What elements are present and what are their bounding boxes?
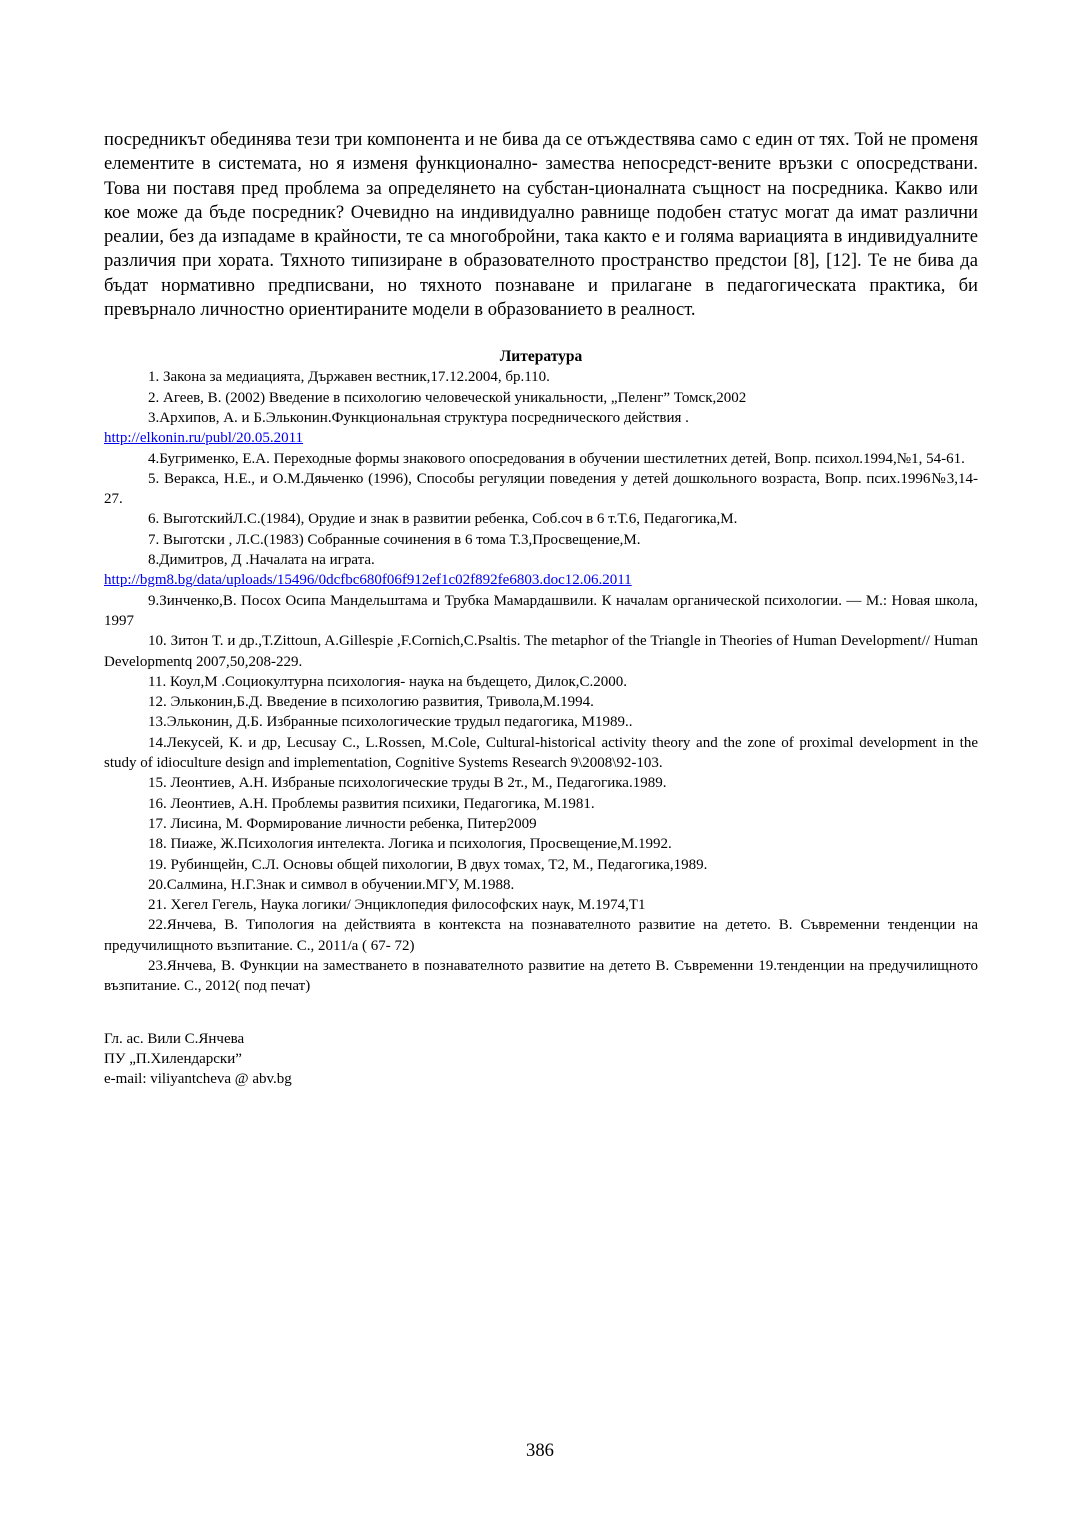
reference-item: 3.Архипов, А. и Б.Эльконин.Функциональная структура посреднического действия . [148,409,689,426]
reference-item: 1. Закона за медиацията, Държавен вестник,17.12.2004, бр.110. [148,369,550,386]
reference-item: 19. Рубинщейн, С.Л. Основы общей пихологии, В двух томах, Т2, М., Педагогика,1989. [148,856,708,873]
author-affiliation: ПУ „П.Хилендарски” [104,1050,242,1067]
reference-item: 7. Выготски , Л.С.(1983) Собранные сочинения в 6 тома Т.3,Просвещение,М. [148,531,641,548]
body-paragraph: посредникът обединява тези три компонента и не бива да се отъждествява само с един от тях. Той не променя елементите в системата, но я изменя функционално- замества непосредст-вените връзки с опосредствани. Това ни поставя пред проблема за определянето на субстан-ционалната същност на посредника. Какво или кое може да бъде посредник? Очевидно на индивидуално равнище подобен статус могат да имат различни реалии, без да изпадаме в крайности, те са многобройни, така както е и голяма вариацията в индивидуалните различия при хората. Тяхното типизиране в образователното пространство предстои [8], [12]. Те не бива да бъдат нормативно предписвани, но тяхното познаване и прилагане в педагогическата практика, би превърнало личностно ориентираните модели в образованието в реалност. [104,129,978,321]
reference-item: 2. Агеев, В. (2002) Введение в психологию человеческой уникальности, „Пеленг” Томск,2002 [148,389,747,406]
reference-item: 6. ВыготскийЛ.С.(1984), Орудие и знак в развитии ребенка, Соб.соч в 6 т.Т.6, Педагогика,М. [148,511,738,528]
reference-item: 18. Пиаже, Ж.Психология интелекта. Логика и психология, Просвещение,М.1992. [148,836,672,853]
reference-item: 15. Леонтиев, А.Н. Избраные психологические труды В 2т., М., Педагогика.1989. [148,775,667,792]
page-number: 386 [526,1440,554,1461]
reference-link[interactable]: http://elkonin.ru/publ/20.05.2011 [104,430,304,447]
reference-item: 5. Веракса, Н.Е., и О.М.Дяьченко (1996), Способы регуляции поведения у детей дошкольного возраста, Вопр. псих.1996№3,14-27. [104,470,978,508]
author-block [104,1029,978,1090]
reference-item: 8.Димитров, Д .Началата на играта. [148,552,375,569]
reference-item: 17. Лисина, М. Формирование личности ребенка, Питер2009 [148,815,537,832]
reference-item: 23.Янчева, В. Функции на заместването в познавателното развитие на детето В. Съвременни 19.тенденции на предучилищното възпитание. С., 2012( под печат) [104,957,978,995]
reference-item: 11. Коул,М .Социокултурна психология- наука на бъдещето, Дилок,С.2000. [148,673,628,690]
reference-item: 4.Бугрименко, Е.А. Переходные формы знакового опосредования в обучении шестилетних детей, Вопр. психол.1994,№1, 54-61. [148,450,965,467]
reference-item: 20.Салмина, Н.Г.Знак и символ в обучении.МГУ, М.1988. [148,876,515,893]
page-content [104,128,978,1089]
reference-item: 22.Янчева, В. Типология на действията в контекста на познавателното развитие на детето. В. Съвременни тенденции на предучилищното възпитание. С., 2011/а ( 67- 72) [104,917,978,954]
reference-item: 9.Зинченко,В. Посох Осипа Мандельштама и Трубка Мамардашвили. К началам органической психологии. — М.: Новая школа, 1997 [104,592,978,629]
author-name: Гл. ас. Вили С.Янчева [104,1030,245,1047]
reference-item: 12. Эльконин,Б.Д. Введение в психологию развития, Тривола,М.1994. [148,694,594,711]
reference-item: 10. Зитон Т. и др.,Т.Zittoun, A.Gillespie ,F.Cornich,C.Psaltis. The metaphor of the Triangle in Theories of Human Development// Human Developmentq 2007,50,208-229. [104,633,978,670]
reference-link[interactable]: http://bgm8.bg/data/uploads/15496/0dcfbc680f06f912ef1c02f892fe6803.doc12.06.2011 [104,572,632,589]
reference-item: 16. Леонтиев, А.Н. Проблемы развития психики, Педагогика, М.1981. [148,795,595,812]
references-heading: Литература [499,348,583,366]
reference-item: 14.Лекусей, К. и др, Lecusay C., L.Rossen, M.Cole, Cultural-historical activity theory and the zone of proximal development in the study of idioculture design and implementation, Cognitive Systems Research 9\2008\92-103. [104,734,978,772]
reference-item: 13.Эльконин, Д.Б. Избранные психологические трудыл педагогика, М1989.. [148,714,633,731]
author-email: e-mail: viliyantcheva @ abv.bg [104,1071,292,1088]
reference-item: 21. Хегел Гегель, Наука логики/ Энциклопедия философских наук, М.1974,Т1 [148,897,646,914]
reference-list [104,367,978,996]
